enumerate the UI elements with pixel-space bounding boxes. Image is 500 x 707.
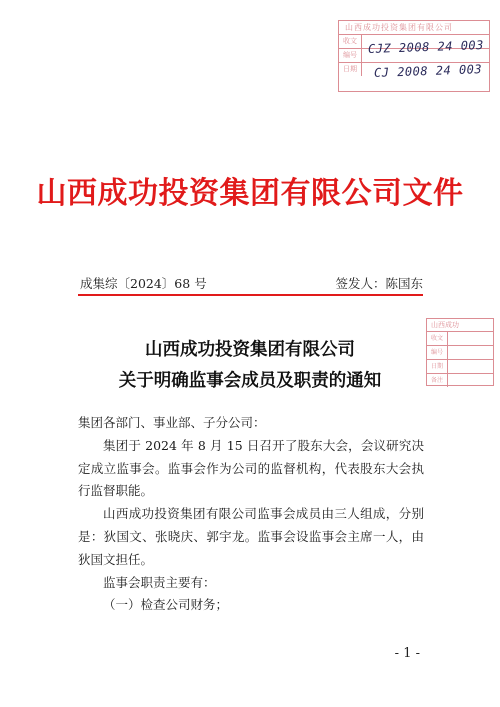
receipt-stamp-top [338, 20, 490, 92]
notice-addressee: 集团各部门、事业部、子分公司： [78, 415, 266, 430]
receipt-stamp-title: 山西成功 [427, 319, 493, 332]
handwritten-file-number: CJ 2008 24 003 [373, 62, 483, 80]
page-number: - 1 - [394, 646, 420, 661]
receipt-stamp-label: 编号 [339, 49, 362, 62]
notice-list-item: （一）检查公司财务； [103, 597, 229, 613]
notice-title-line-1: 山西成功投资集团有限公司 [145, 340, 355, 360]
receipt-stamp-label: 备注 [427, 374, 448, 387]
notice-paragraph: 集团于 2024 年 8 月 15 日召开了股东大会，会议研究决定成立监事会。监事会作为公司的监督机构，代表股东大会执行监督职能。 [78, 437, 424, 499]
receipt-stamp-label: 日期 [339, 63, 362, 76]
document-header-title: 山西成功投资集团有限公司文件 [36, 176, 464, 211]
receipt-stamp-title: 山西成功投资集团有限公司 [339, 21, 489, 35]
receipt-stamp-label: 收文 [427, 332, 448, 345]
notice-paragraph: 山西成功投资集团有限公司监事会成员由三人组成，分别是：狄国文、张晓庆、郭宇龙。监事会设监事会主席一人，由狄国文担任。 [78, 506, 424, 567]
receipt-stamp-label: 收文 [339, 35, 362, 48]
document-meta-line [78, 274, 423, 292]
notice-title-line-2: 关于明确监事会成员及职责的通知 [118, 371, 382, 391]
notice-paragraph: 监事会职责主要有： [103, 574, 216, 590]
notice-body [78, 412, 424, 617]
handwritten-file-number: CJZ 2008 24 003 [367, 37, 485, 57]
document-signer: 签发人：陈国东 [335, 276, 423, 291]
receipt-stamp-label: 编号 [427, 346, 448, 359]
document-number: 成集综〔2024〕68 号 [80, 276, 207, 291]
header-divider [78, 294, 423, 296]
receipt-stamp-label: 日期 [427, 360, 448, 373]
